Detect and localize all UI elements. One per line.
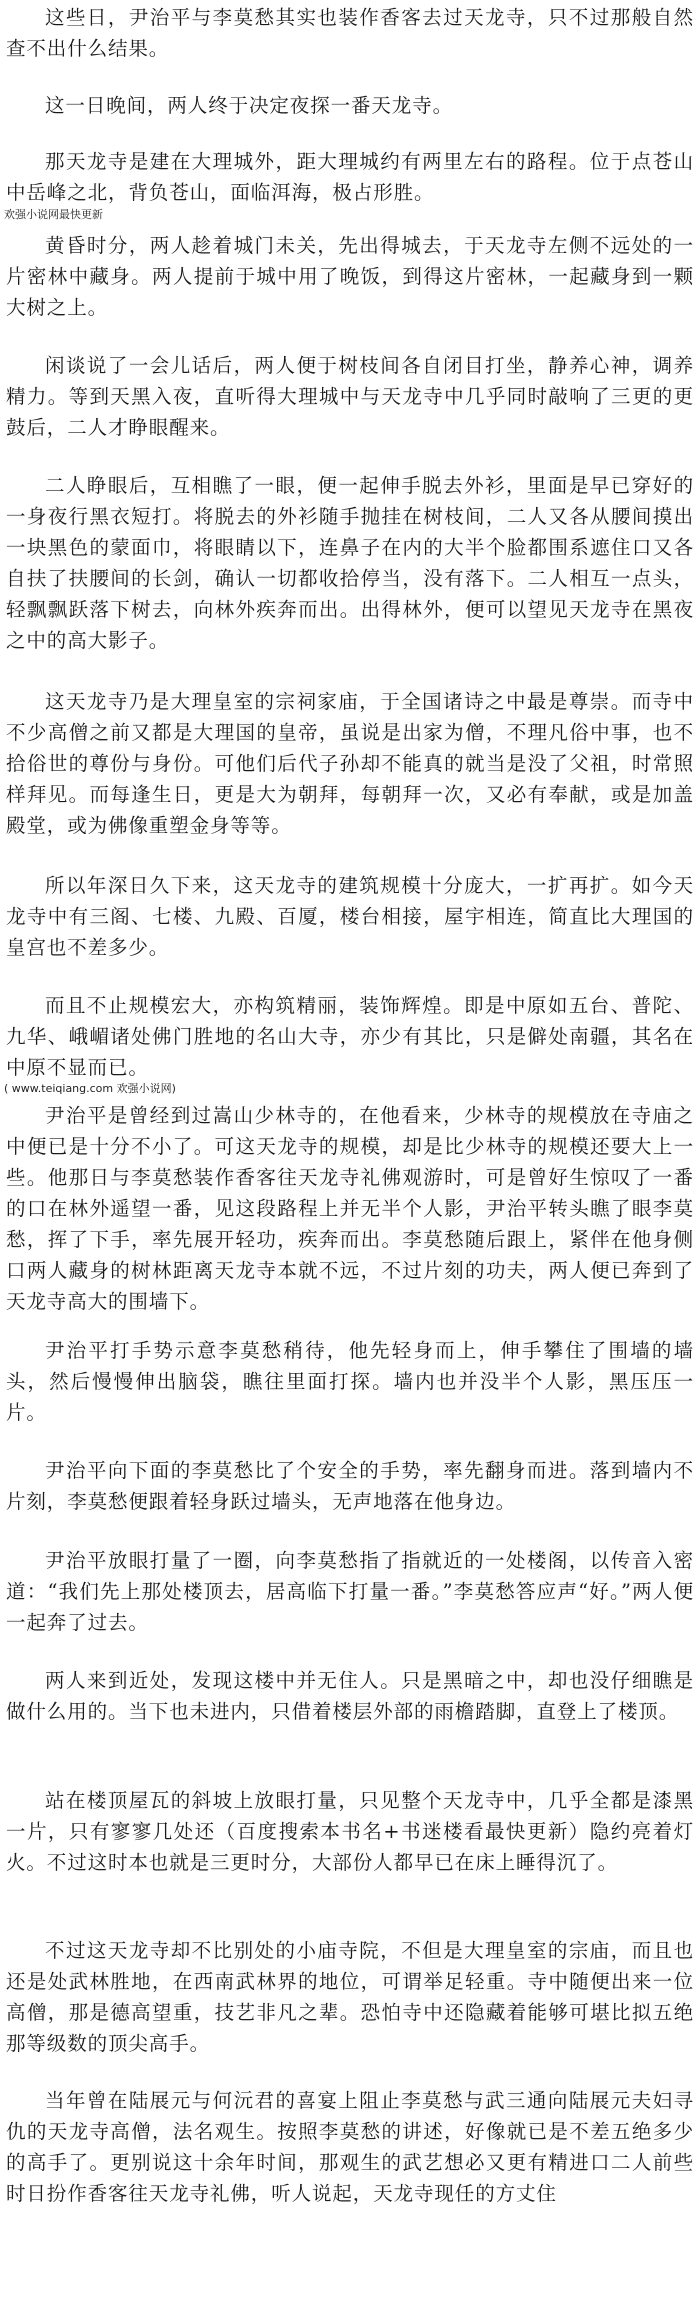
paragraph-10: 尹治平是曾经到过嵩山少林寺的，在他看来，少林寺的规模放在寺庙之中便已是十分不小了。可这天龙寺的规模，却是比少林寺的规模还要大上一些。他那日与李莫愁装作香客往天龙寺礼佛观游时，可是曾好生惊叹了一番的口在林外遥望一番，见这段路程上并无半个人影，尹治平转头瞧了眼李莫愁，挥了下手，率先展开轻功，疾奔而出。李莫愁随后跟上，紧伴在他身侧口两人藏身的树林距离天龙寺本就不远，不过片刻的功夫，两人便已奔到了天龙寺高大的围墙下。 (6, 1104, 694, 1313)
paragraph-15: 站在楼顶屋瓦的斜坡上放眼打量，只见整个天龙寺中，几乎全都是漆黑一片，只有寥寥几处还（百度搜索本书名+书迷楼看最快更新）隐约亮着灯火。不过这时本也就是三更时分，大部份人都早已在床上睡得沉了。 (6, 1789, 694, 1874)
paragraph-16: 不过这天龙寺却不比别处的小庙寺院，不但是大理皇室的宗庙，而且也还是处武林胜地，在西南武林界的地位，可谓举足轻重。寺中随便出来一位高僧，那是德高望重，技艺非凡之辈。恐怕寺中还隐藏着能够可堪比拟五绝那等级数的顶尖高手。 (6, 1939, 694, 2055)
paragraph-4: 黄昏时分，两人趁着城门未关，先出得城去，于天龙寺左侧不远处的一片密林中藏身。两人提前于城中用了晚饭，到得这片密林，一起藏身到一颗大树之上。 (6, 234, 694, 319)
paragraph-9: 而且不止规模宏大，亦构筑精丽，装饰辉煌。即是中原如五台、普陀、九华、峨嵋诸处佛门胜地的名山大寺，亦少有其比，只是僻处南疆，其名在中原不显而已。 (6, 994, 694, 1079)
paragraph-13: 尹治平放眼打量了一圈，向李莫愁指了指就近的一处楼阁，以传音入密道：“我们先上那处楼顶去，居高临下打量一番。”李莫愁答应声“好。”两人便一起奔了过去。 (6, 1549, 694, 1634)
paragraph-12: 尹治平向下面的李莫愁比了个安全的手势，率先翻身而进。落到墙内不片刻，李莫愁便跟着轻身跃过墙头，无声地落在他身边。 (6, 1459, 694, 1513)
paragraph-3: 那天龙寺是建在大理城外，距大理城约有两里左右的路程。位于点苍山中岳峰之北，背负苍山，面临洱海，极占形胜。 (6, 150, 694, 204)
watermark-top: 欢强小说网最快更新 (4, 208, 103, 221)
paragraph-11: 尹治平打手势示意李莫愁稍待，他先轻身而上，伸手攀住了围墙的墙头，然后慢慢伸出脑袋，瞧往里面打探。墙内也并没半个人影，黑压压一片。 (6, 1339, 694, 1424)
paragraph-2: 这一日晚间，两人终于决定夜探一番天龙寺。 (45, 94, 454, 117)
paragraph-14: 两人来到近处，发现这楼中并无住人。只是黑暗之中，却也没仔细瞧是做什么用的。当下也未进内，只借着楼层外部的雨檐踏脚，直登上了楼顶。 (6, 1669, 694, 1723)
paragraph-17: 当年曾在陆展元与何沅君的喜宴上阻止李莫愁与武三通向陆展元夫妇寻仇的天龙寺高僧，法名观生。按照李莫愁的讲述，好像就已是不差五绝多少的高手了。更别说这十余年时间，那观生的武艺想必又更有精进口二人前些时日扮作香客往天龙寺礼佛，听人说起，天龙寺现任的方丈住 (6, 2089, 694, 2205)
watermark-mid: ( www.teiqiang.com 欢强小说网) (4, 1082, 176, 1095)
paragraph-6: 二人睁眼后，互相瞧了一眼，便一起伸手脱去外衫，里面是早已穿好的一身夜行黑衣短打。将脱去的外衫随手抛挂在树枝间，二人又各从腰间摸出一块黑色的蒙面巾，将眼睛以下，连鼻子在内的大半个脸都围系遮住口又各自扶了扶腰间的长剑，确认一切都收拾停当，没有落下。二人相互一点头，轻飘飘跃落下树去，向林外疾奔而出。出得林外，便可以望见天龙寺在黑夜之中的高大影子。 (6, 474, 694, 652)
paragraph-5: 闲谈说了一会儿话后，两人便于树枝间各自闭目打坐，静养心神，调养精力。等到天黑入夜，直听得大理城中与天龙寺中几乎同时敲响了三更的更鼓后，二人才睁眼醒来。 (6, 354, 694, 439)
paragraph-7: 这天龙寺乃是大理皇室的宗祠家庙，于全国诸诗之中最是尊崇。而寺中不少高僧之前又都是大理国的皇帝，虽说是出家为僧，不理凡俗中事，也不拾俗世的尊份与身份。可他们后代子孙却不能真的就当是没了父祖，时常照样拜见。而每逢生日，更是大为朝拜，每朝拜一次，又必有奉献，或是加盖殿堂，或为佛像重塑金身等等。 (6, 690, 694, 837)
paragraph-8: 所以年深日久下来，这天龙寺的建筑规模十分庞大，一扩再扩。如今天龙寺中有三阁、七楼、九殿、百厦，楼台相接，屋宇相连，简直比大理国的皇宫也不差多少。 (6, 874, 694, 959)
paragraph-1: 这些日，尹治平与李莫愁其实也装作香客去过天龙寺，只不过那般自然查不出什么结果。 (6, 6, 694, 60)
